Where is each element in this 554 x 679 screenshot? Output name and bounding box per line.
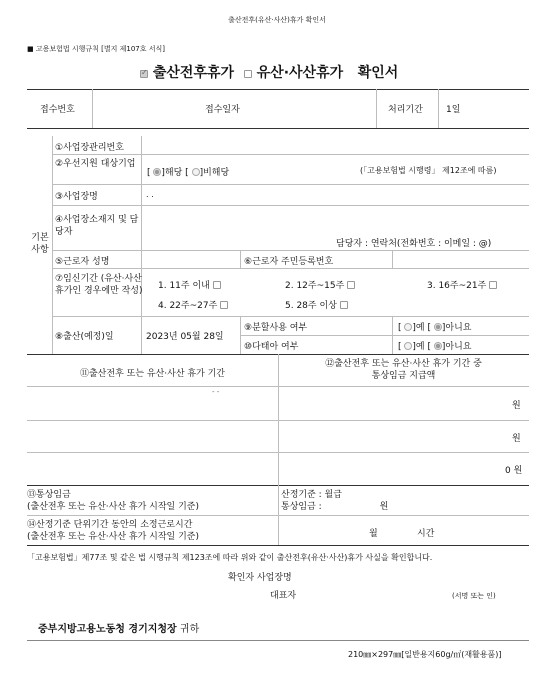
confirmation-statement: 「고용보험법」제77조 및 같은 법 시행규칙 제123조에 따라 위와 같이 출산전후(유산·사산)휴가 사실을 확인합니다.	[27, 553, 433, 562]
pregnancy-option: 5. 28주 이상	[285, 298, 348, 311]
paper-spec: 210㎜×297㎜[일반용지60g/㎡(재활용품)]	[348, 650, 502, 659]
ordinary-wage-amount-label: 통상임금 :	[281, 502, 322, 512]
title-confirmation: 확인서	[357, 65, 399, 81]
receipt-date-label: 접수일자	[205, 105, 240, 115]
birth-date-value[interactable]: 2023년 05월 28일	[146, 332, 224, 342]
wage-amount-row: 원	[512, 401, 521, 411]
pregnancy-option-checkbox[interactable]	[213, 281, 221, 289]
priority-support-note: (「고용보험법 시행령」 제12조에 따름)	[360, 166, 497, 175]
working-hours-month: 월	[369, 529, 378, 539]
leave-period-header: ⑪출산전후 또는 유산·사산 휴가 기간	[79, 369, 226, 379]
priority-no-label: ]비해당	[199, 168, 230, 178]
title-miscarriage-leave: 유산·사산휴가	[256, 65, 344, 81]
leave-period-row[interactable]: - -	[212, 388, 220, 396]
processing-period-label: 처리기간	[388, 105, 423, 115]
representative-label: 대표자	[270, 591, 297, 601]
birth-date-label: ⑧출산(예정)일	[55, 332, 114, 342]
maternity-leave-checkbox[interactable]	[140, 70, 148, 78]
multiple-no-radio[interactable]	[434, 342, 442, 350]
address-label: ④사업장소재지 및 담당자	[55, 215, 139, 237]
multiple-birth-options: [ ]예 [ ]아니요	[398, 342, 472, 352]
priority-support-label: ②우선지원 대상기업	[55, 159, 136, 169]
working-hours-label: ⑭산정기준 단위기간 동안의 소정근로시간 (출산전후 또는 유산·사산 휴가 시작일 기준)	[27, 520, 199, 542]
signature-note: (서명 또는 인)	[452, 592, 496, 600]
business-no-field[interactable]	[146, 136, 529, 154]
receipt-no-label: 접수번호	[40, 105, 75, 115]
priority-yes-label: ]해당	[161, 168, 183, 178]
basic-section-label: 기본사항	[31, 233, 49, 255]
pregnancy-option-checkbox[interactable]	[347, 281, 355, 289]
processing-period-value: 1일	[446, 105, 461, 115]
wage-paid-header: ⑫출산전후 또는 유산·사산 휴가 기간 중 통상임금 지급액	[325, 359, 482, 381]
divider	[27, 128, 529, 129]
wage-amount-total: 0 원	[505, 466, 523, 476]
pregnancy-period-label: ⑦임신기간 (유산·사산휴가인 경우에만 작성)	[55, 274, 143, 296]
split-use-label: ⑨분할사용 여부	[244, 323, 308, 333]
wage-amount-row: 원	[512, 434, 521, 444]
miscarriage-leave-checkbox[interactable]	[244, 70, 252, 78]
pregnancy-option: 4. 22주~27주	[158, 298, 228, 311]
working-hours-unit: 시간	[417, 529, 435, 539]
priority-support-options: [ ]해당 [ ]비해당	[147, 168, 230, 178]
contact-info[interactable]: 담당자 : 연락처(전화번호 : 이메일 : @)	[336, 239, 492, 249]
priority-no-radio[interactable]	[192, 168, 200, 176]
title-maternity-leave: 출산전후휴가	[152, 65, 235, 81]
ordinary-wage-label: ⑬통상임금 (출산전후 또는 유산·사산 휴가 시작일 기준)	[27, 490, 199, 512]
pregnancy-option: 3. 16주~21주	[427, 278, 497, 291]
worker-rrn-label: ⑥근로자 주민등록번호	[244, 257, 334, 267]
pregnancy-option: 1. 11주 이내	[158, 278, 221, 291]
form-top-title: 출산전후(유산·사산)휴가 확인서	[228, 16, 326, 24]
pregnancy-option-checkbox[interactable]	[489, 281, 497, 289]
business-name-label: ③사업장명	[55, 192, 98, 202]
form-title	[140, 62, 398, 82]
regulation-text: ■ 고용보험법 시행규칙 [별지 제107호 서식]	[27, 45, 165, 53]
multiple-birth-label: ⑩다태아 여부	[244, 342, 299, 352]
split-use-options: [ ]예 [ ]아니요	[398, 323, 472, 333]
recipient: 중부지방고용노동청 경기지청장 귀하	[38, 624, 200, 635]
pregnancy-option-checkbox[interactable]	[220, 301, 228, 309]
wage-basis: 산정기준 : 월급	[281, 490, 342, 500]
pregnancy-option: 2. 12주~15주	[285, 278, 355, 291]
business-name-value[interactable]: . .	[146, 190, 154, 199]
ordinary-wage-values: 산정기준 : 월급 통상임금 : 원	[281, 490, 389, 512]
confirmer-business-name: 확인자 사업장명	[228, 573, 292, 583]
pregnancy-option-checkbox[interactable]	[340, 301, 348, 309]
divider	[27, 89, 529, 90]
split-no-radio[interactable]	[434, 323, 442, 331]
business-no-label: ①사업장관리번호	[55, 143, 124, 153]
worker-name-label: ⑤근로자 성명	[55, 257, 110, 267]
